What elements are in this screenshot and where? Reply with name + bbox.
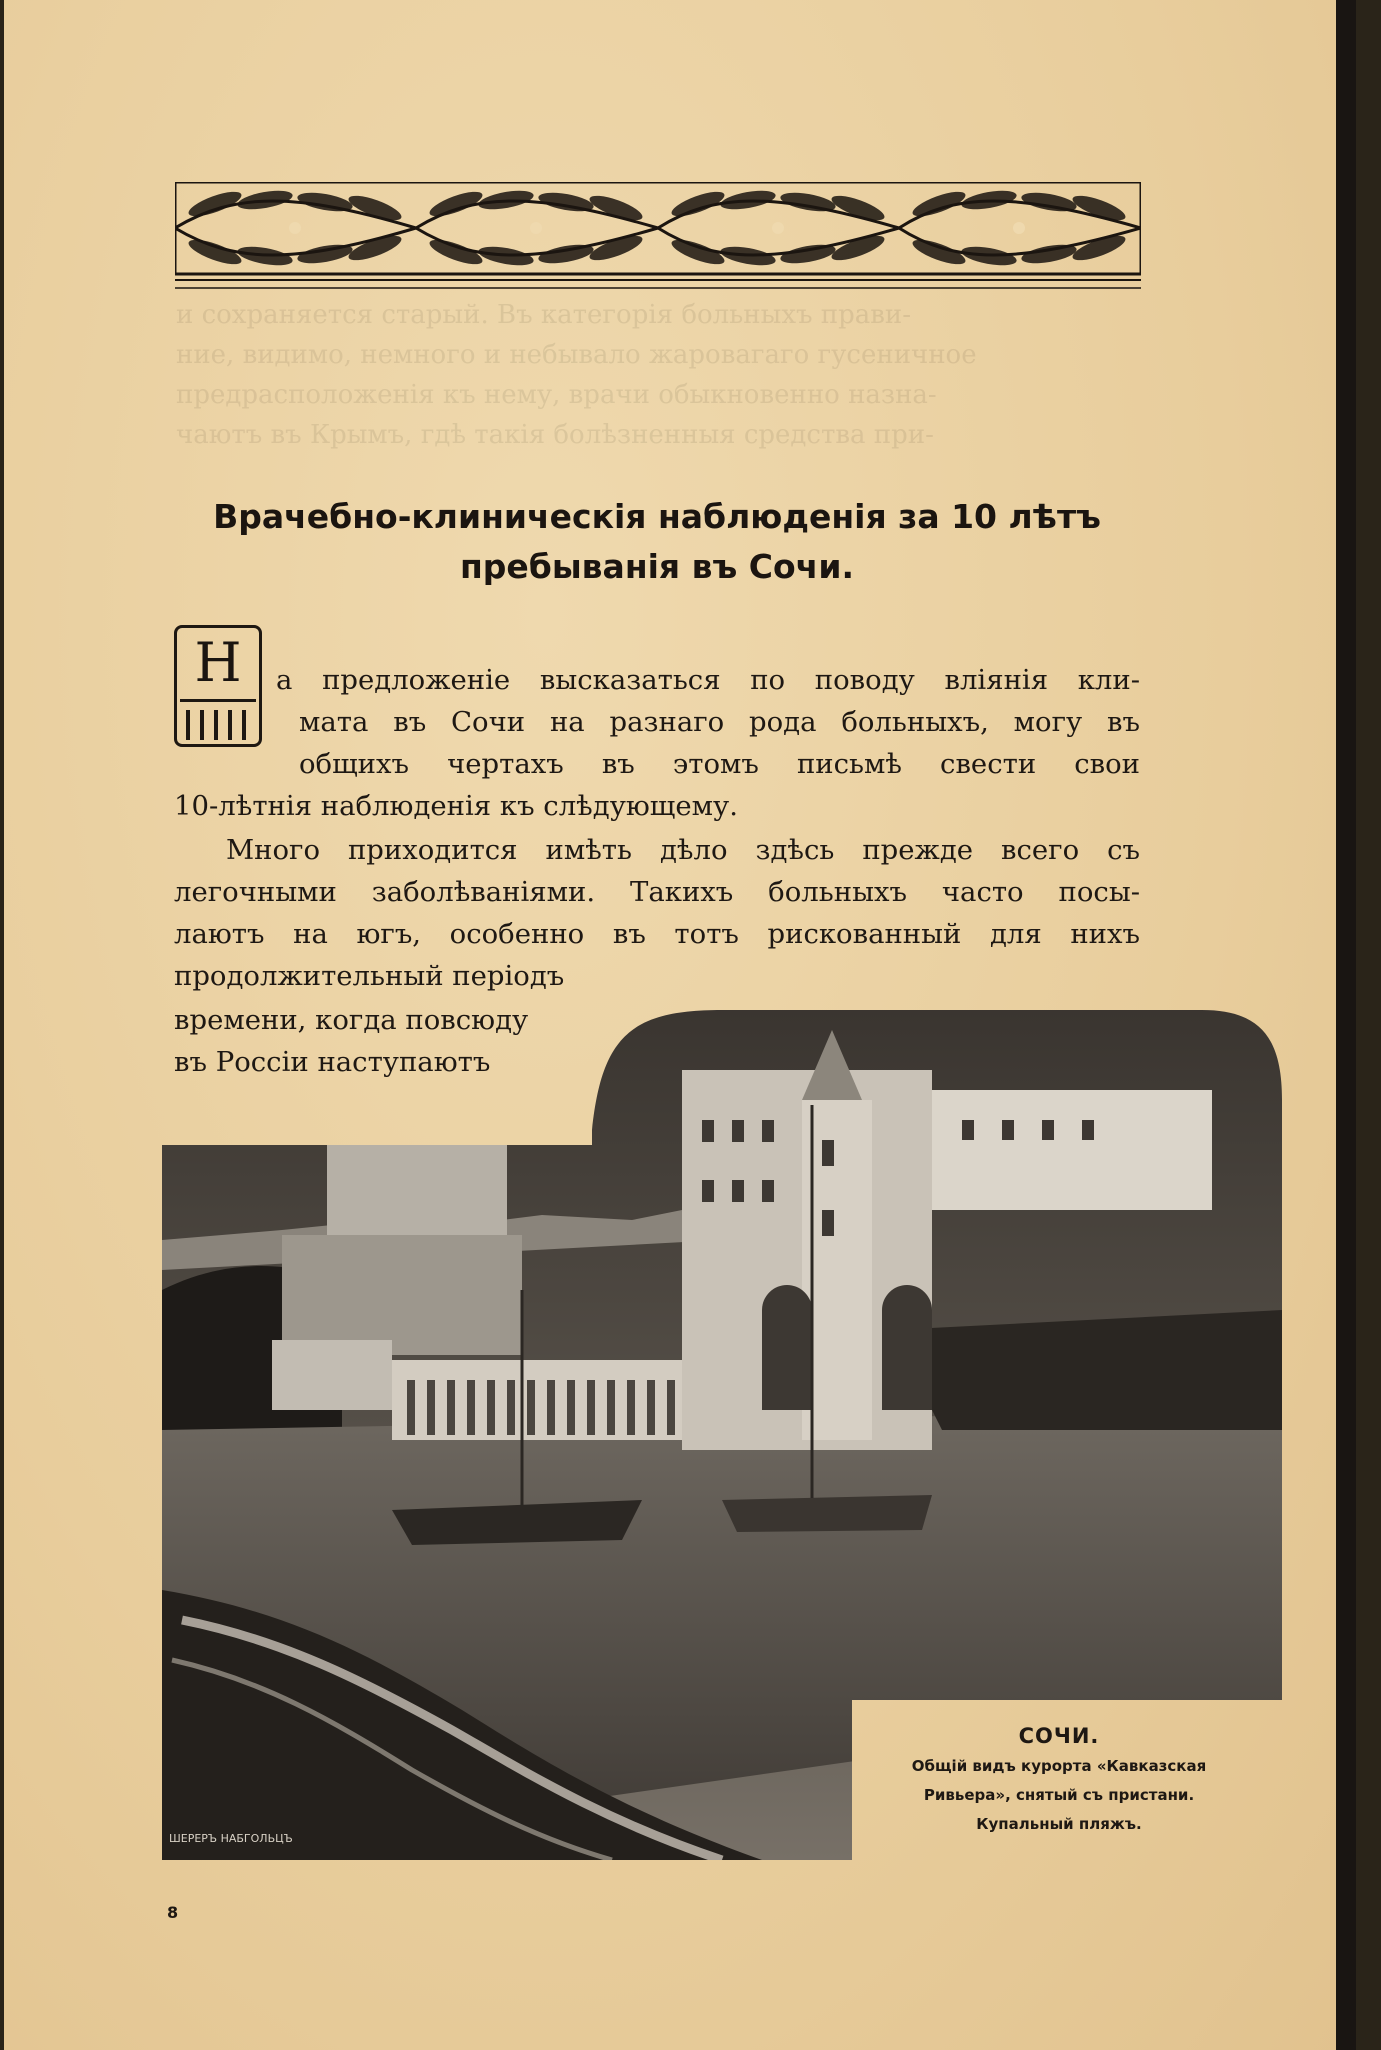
body-line: мата въ Сочи на разнаго рода больныхъ, могу въ [299, 706, 1140, 738]
page [4, 0, 1356, 2050]
article-title [174, 492, 1140, 592]
caption-line: Общій видъ курорта «Кавказская [911, 1757, 1207, 1775]
photo-credit: ШЕРЕРЪ НАБГОЛЬЦЪ [169, 1832, 293, 1845]
page-edge [1336, 0, 1356, 2050]
caption-line: Купальный пляжъ. [976, 1815, 1142, 1833]
show-through-text: предрасположенія къ нему, врачи обыкновенно назна- [176, 380, 937, 410]
drop-cap-letter: Н [194, 631, 242, 694]
body-line: лаютъ на югъ, особенно въ тотъ рискованный для нихъ [174, 918, 1140, 950]
photo-caption [864, 1720, 1254, 1839]
show-through-text: ние, видимо, немного и небывало жаровагаго гусеничное [176, 340, 977, 370]
body-line: въ Россіи наступаютъ [174, 1046, 491, 1078]
article-title-line-1: Врачебно-клиническія наблюденія за 10 лѣтъ [213, 497, 1101, 536]
body-line: легочными заболѣваніями. Такихъ больныхъ часто посы- [174, 876, 1140, 908]
show-through-text: чаютъ въ Крымъ, гдѣ такія болѣзненныя средства при- [176, 420, 934, 450]
page-number: 8 [167, 1903, 179, 1922]
body-line: а предложеніе высказаться по поводу вліянія кли- [276, 664, 1140, 696]
body-line: 10-лѣтнія наблюденія къ слѣдующему. [174, 790, 738, 822]
article-title-line-2: пребыванія въ Сочи. [459, 547, 854, 586]
leaf-ornament-header [175, 182, 1141, 292]
body-line: продолжительный періодъ [174, 960, 565, 992]
drop-cap-bars [180, 699, 256, 742]
caption-line: Ривьера», снятый съ пристани. [923, 1786, 1195, 1804]
body-line: общихъ чертахъ въ этомъ письмѣ свести свои [299, 748, 1140, 780]
drop-cap [174, 625, 267, 751]
caption-title: СОЧИ. [1018, 1724, 1100, 1748]
show-through-text: и сохраняется старый. Въ категорія больныхъ прави- [176, 300, 912, 330]
body-line: времени, когда повсюду [174, 1004, 529, 1036]
body-line: Много приходится имѣть дѣло здѣсь прежде всего съ [226, 834, 1140, 866]
